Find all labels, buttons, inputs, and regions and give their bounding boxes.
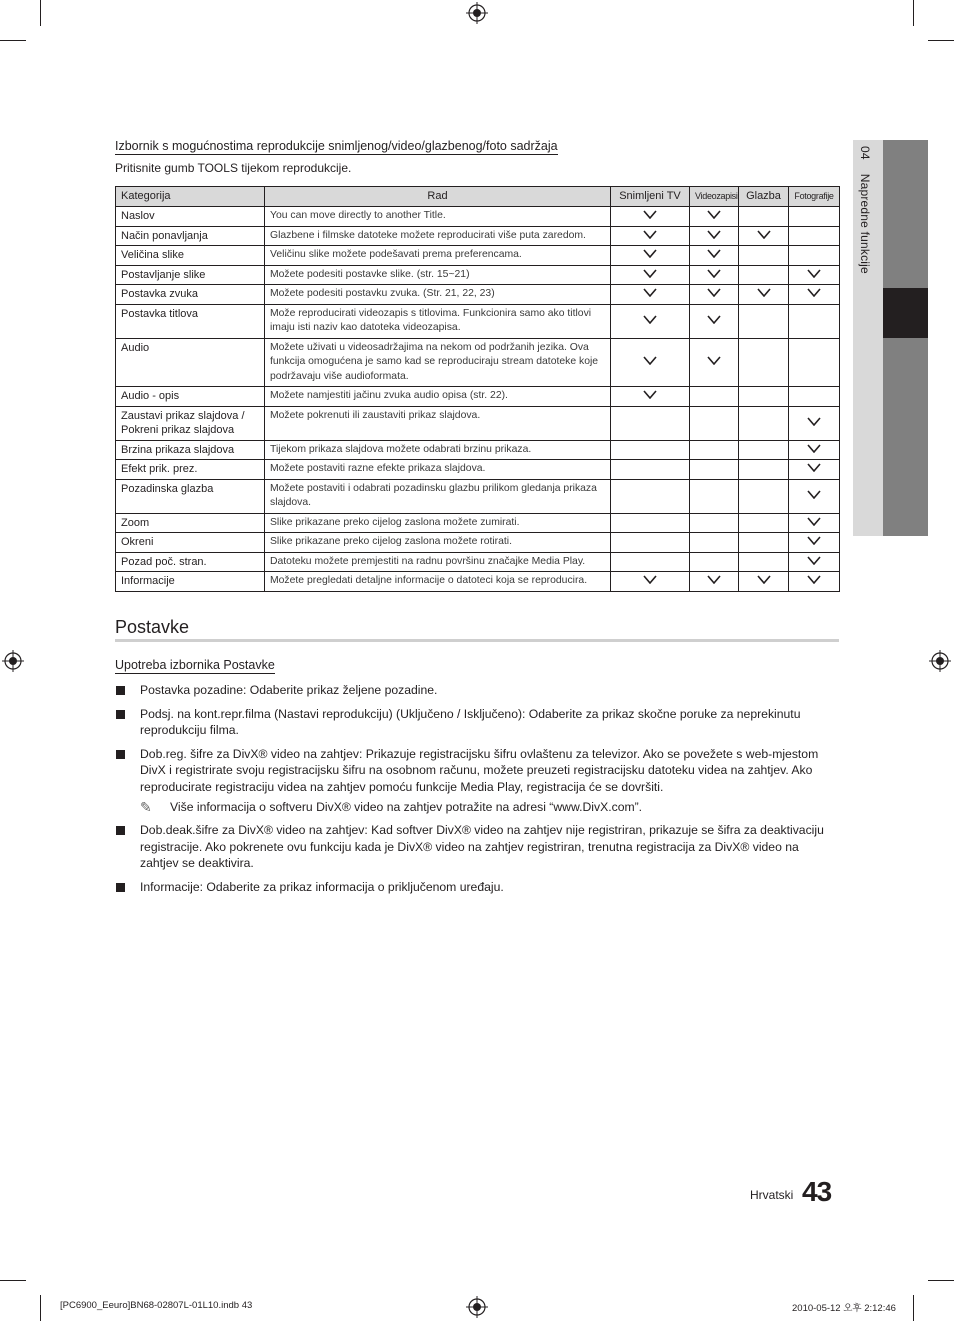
bullet-square-icon xyxy=(116,883,125,892)
check-chevron-icon xyxy=(643,288,657,300)
item-text: : Odaberite za prikaz informacija o priključenom uređaju. xyxy=(199,879,504,894)
category-cell: Efekt prik. prez. xyxy=(116,460,265,480)
note-text: Više informacija o softveru DivX® video na zahtjev potražite na adresi “www.DivX.com”. xyxy=(170,799,643,814)
availability-cell xyxy=(739,533,789,553)
availability-cell xyxy=(611,285,690,305)
category-cell: Pozadinska glazba xyxy=(116,479,265,513)
availability-cell xyxy=(739,304,789,338)
note xyxy=(140,799,839,816)
print-slug-date: 2010-05-12 오후 2:12:46 xyxy=(792,1303,896,1314)
list-item xyxy=(115,822,839,872)
settings-list xyxy=(115,682,839,903)
availability-cell xyxy=(611,246,690,266)
column-header: Rad xyxy=(265,187,611,207)
availability-cell xyxy=(789,406,840,440)
category-cell: Postavka titlova xyxy=(116,304,265,338)
bullet-square-icon xyxy=(116,710,125,719)
page-number: 43 xyxy=(802,1176,832,1207)
availability-cell xyxy=(739,338,789,387)
registration-mark-icon xyxy=(466,2,488,24)
check-chevron-icon xyxy=(643,230,657,242)
item-term: Podsj. na kont.repr.filma (Nastavi reprodukciju) (Uključeno / Isključeno) xyxy=(140,706,523,721)
check-chevron-icon xyxy=(757,575,771,587)
availability-cell xyxy=(690,285,739,305)
availability-cell xyxy=(611,513,690,533)
availability-cell xyxy=(739,440,789,460)
availability-cell xyxy=(690,246,739,266)
bullet-square-icon xyxy=(116,686,125,695)
description-cell: Slike prikazane preko cijelog zaslona možete rotirati. xyxy=(265,533,611,553)
availability-cell xyxy=(739,265,789,285)
item-text: : Prikazuje registracijsku šifru ovlaštenu za televizor. Ako se povežete s web-mjestom DivX i registrirate svoju registracijsku šifru na osobnom računu, možete preuzeti registracijsku datoteku videa na zahtjev. Ako reproducirate registraciju videa na zahtjev pomoću funkcije Media Play, registracija će se dovršiti. xyxy=(140,746,819,794)
check-chevron-icon xyxy=(707,269,721,281)
column-header: Fotografije xyxy=(789,187,840,207)
availability-cell xyxy=(690,513,739,533)
crop-mark xyxy=(913,1295,914,1321)
availability-cell xyxy=(690,207,739,227)
bullet-square-icon xyxy=(116,826,125,835)
print-slug-file: [PC6900_Eeuro]BN68-02807L-01L10.indb 43 xyxy=(60,1300,253,1311)
availability-cell xyxy=(789,513,840,533)
table-row xyxy=(116,406,840,440)
crop-mark xyxy=(0,40,26,41)
availability-cell xyxy=(789,572,840,592)
check-chevron-icon xyxy=(807,417,821,429)
category-cell: Audio xyxy=(116,338,265,387)
list-item xyxy=(115,706,839,739)
table-row xyxy=(116,460,840,480)
availability-cell xyxy=(690,338,739,387)
description-cell: Veličinu slike možete podešavati prema preferencama. xyxy=(265,246,611,266)
availability-cell xyxy=(611,338,690,387)
check-chevron-icon xyxy=(643,575,657,587)
check-chevron-icon xyxy=(757,288,771,300)
chapter-tab-label xyxy=(858,146,872,274)
availability-cell xyxy=(690,572,739,592)
description-cell: Možete pokrenuti ili zaustaviti prikaz slajdova. xyxy=(265,406,611,440)
table-row xyxy=(116,207,840,227)
check-chevron-icon xyxy=(807,463,821,475)
availability-cell xyxy=(789,226,840,246)
availability-cell xyxy=(690,533,739,553)
description-cell: Možete postaviti razne efekte prikaza slajdova. xyxy=(265,460,611,480)
availability-cell xyxy=(611,460,690,480)
item-text: : Odaberite za prikaz skočne poruke za neprekinutu reprodukciju filma. xyxy=(140,706,801,738)
check-chevron-icon xyxy=(807,536,821,548)
description-cell: Možete postaviti i odabrati pozadinsku glazbu prilikom gledanja prikaza slajdova. xyxy=(265,479,611,513)
availability-cell xyxy=(690,226,739,246)
sub-heading: Upotreba izbornika Postavke xyxy=(115,658,275,672)
description-cell: You can move directly to another Title. xyxy=(265,207,611,227)
availability-cell xyxy=(739,460,789,480)
playback-options-table xyxy=(115,186,840,592)
list-item xyxy=(115,879,839,896)
check-chevron-icon xyxy=(643,315,657,327)
availability-cell xyxy=(611,479,690,513)
registration-mark-icon xyxy=(929,650,951,672)
crop-mark xyxy=(928,1280,954,1281)
check-chevron-icon xyxy=(757,230,771,242)
availability-cell xyxy=(739,513,789,533)
registration-mark-icon xyxy=(466,1296,488,1318)
table-row xyxy=(116,533,840,553)
section-subtitle: Pritisnite gumb TOOLS tijekom reprodukcije. xyxy=(115,161,352,175)
description-cell: Možete uživati u videosadržajima na nekom od podržanih jezika. Ova funkcija omogućena je samo kad se reproduciraju stream datoteke koje podržavaju više audioformata. xyxy=(265,338,611,387)
crop-mark xyxy=(40,1295,41,1321)
check-chevron-icon xyxy=(707,249,721,261)
check-chevron-icon xyxy=(707,575,721,587)
description-cell: Možete namjestiti jačinu zvuka audio opisa (str. 22). xyxy=(265,387,611,407)
availability-cell xyxy=(690,552,739,572)
availability-cell xyxy=(690,265,739,285)
table-row xyxy=(116,285,840,305)
description-cell: Može reproducirati videozapis s titlovima. Funkcionira samo ako titlovi imaju isti naziv kao datoteka videozapisa. xyxy=(265,304,611,338)
heading-rule xyxy=(115,639,839,642)
check-chevron-icon xyxy=(643,269,657,281)
availability-cell xyxy=(739,246,789,266)
category-cell: Postavka zvuka xyxy=(116,285,265,305)
availability-cell xyxy=(739,285,789,305)
category-cell: Pozad poč. stran. xyxy=(116,552,265,572)
table-header-row xyxy=(116,187,840,207)
description-cell: Možete podesiti postavku zvuka. (Str. 21, 22, 23) xyxy=(265,285,611,305)
availability-cell xyxy=(690,387,739,407)
check-chevron-icon xyxy=(707,356,721,368)
availability-cell xyxy=(690,440,739,460)
pencil-note-icon: ✎ xyxy=(140,798,152,815)
description-cell: Tijekom prikaza slajdova možete odabrati brzinu prikaza. xyxy=(265,440,611,460)
category-cell: Brzina prikaza slajdova xyxy=(116,440,265,460)
availability-cell xyxy=(611,207,690,227)
availability-cell xyxy=(611,406,690,440)
availability-cell xyxy=(789,460,840,480)
availability-cell xyxy=(789,265,840,285)
side-tab-active-marker xyxy=(883,288,928,338)
item-term: Postavka pozadine xyxy=(140,683,243,697)
availability-cell xyxy=(739,552,789,572)
availability-cell xyxy=(739,572,789,592)
table-row xyxy=(116,304,840,338)
availability-cell xyxy=(739,406,789,440)
crop-mark xyxy=(40,0,41,26)
availability-cell xyxy=(789,304,840,338)
table-row xyxy=(116,226,840,246)
category-cell: Veličina slike xyxy=(116,246,265,266)
availability-cell xyxy=(789,533,840,553)
availability-cell xyxy=(611,304,690,338)
footer-language: Hrvatski xyxy=(750,1188,794,1202)
bullet-square-icon xyxy=(116,750,125,759)
table-row xyxy=(116,513,840,533)
column-header: Snimljeni TV xyxy=(611,187,690,207)
section-title: Izbornik s mogućnostima reprodukcije snimljenog/video/glazbenog/foto sadržaja xyxy=(115,139,558,153)
check-chevron-icon xyxy=(643,249,657,261)
check-chevron-icon xyxy=(643,390,657,402)
description-cell: Možete pregledati detaljne informacije o datoteci koja se reproducira. xyxy=(265,572,611,592)
availability-cell xyxy=(611,265,690,285)
availability-cell xyxy=(611,533,690,553)
check-chevron-icon xyxy=(707,315,721,327)
availability-cell xyxy=(690,304,739,338)
table-row xyxy=(116,265,840,285)
availability-cell xyxy=(789,338,840,387)
column-header: Glazba xyxy=(739,187,789,207)
availability-cell xyxy=(611,572,690,592)
check-chevron-icon xyxy=(707,230,721,242)
list-item xyxy=(115,746,839,815)
item-term: Informacije xyxy=(140,879,200,894)
availability-cell xyxy=(611,552,690,572)
availability-cell xyxy=(690,479,739,513)
table-row xyxy=(116,552,840,572)
table-row xyxy=(116,572,840,592)
item-text: : Kad softver DivX® video na zahtjev nije registriran, prikazuje se šifra za deaktivaciju registracije. Ako pokrenete ovu funkciju kada je DivX® video na zahtjev registriran, trenutna registracija za DivX® video na zahtjev se deaktivira. xyxy=(140,823,824,871)
check-chevron-icon xyxy=(807,269,821,281)
check-chevron-icon xyxy=(807,490,821,502)
item-term: Dob.deak.šifre za DivX® video na zahtjev xyxy=(140,823,365,838)
check-chevron-icon xyxy=(807,556,821,568)
description-cell: Slike prikazane preko cijelog zaslona možete zumirati. xyxy=(265,513,611,533)
availability-cell xyxy=(789,246,840,266)
category-cell: Informacije xyxy=(116,572,265,592)
category-cell: Zoom xyxy=(116,513,265,533)
check-chevron-icon xyxy=(707,210,721,222)
table-row xyxy=(116,246,840,266)
availability-cell xyxy=(739,207,789,227)
category-cell: Zaustavi prikaz slajdova / Pokreni prikaz slajdova xyxy=(116,406,265,440)
availability-cell xyxy=(739,479,789,513)
availability-cell xyxy=(789,285,840,305)
table-row xyxy=(116,338,840,387)
item-text: : Odaberite prikaz željene pozadine. xyxy=(243,683,438,697)
description-cell: Možete podesiti postavke slike. (str. 15~21) xyxy=(265,265,611,285)
availability-cell xyxy=(611,387,690,407)
availability-cell xyxy=(690,460,739,480)
availability-cell xyxy=(789,440,840,460)
crop-mark xyxy=(0,1280,26,1281)
crop-mark xyxy=(928,40,954,41)
check-chevron-icon xyxy=(807,444,821,456)
check-chevron-icon xyxy=(707,288,721,300)
description-cell: Glazbene i filmske datoteke možete reproducirati više puta zaredom. xyxy=(265,226,611,246)
category-cell: Audio - opis xyxy=(116,387,265,407)
availability-cell xyxy=(690,406,739,440)
availability-cell xyxy=(789,387,840,407)
table-row xyxy=(116,440,840,460)
registration-mark-icon xyxy=(2,650,24,672)
availability-cell xyxy=(789,207,840,227)
list-item xyxy=(115,682,839,699)
category-cell: Način ponavljanja xyxy=(116,226,265,246)
column-header: Videozapisi xyxy=(690,187,739,207)
table-row xyxy=(116,387,840,407)
category-cell: Okreni xyxy=(116,533,265,553)
category-cell: Postavljanje slike xyxy=(116,265,265,285)
item-term: Dob.reg. šifre za DivX® video na zahtjev xyxy=(140,746,359,761)
availability-cell xyxy=(789,479,840,513)
description-cell: Datoteku možete premjestiti na radnu površinu značajke Media Play. xyxy=(265,552,611,572)
availability-cell xyxy=(739,387,789,407)
check-chevron-icon xyxy=(643,356,657,368)
availability-cell xyxy=(739,226,789,246)
check-chevron-icon xyxy=(807,517,821,529)
chapter-number: 04 xyxy=(858,146,872,160)
side-tab-bar xyxy=(883,140,928,288)
availability-cell xyxy=(789,552,840,572)
category-cell: Naslov xyxy=(116,207,265,227)
side-tab-bar xyxy=(883,338,928,536)
availability-cell xyxy=(611,226,690,246)
availability-cell xyxy=(611,440,690,460)
check-chevron-icon xyxy=(643,210,657,222)
check-chevron-icon xyxy=(807,288,821,300)
crop-mark xyxy=(913,0,914,26)
chapter-title: Napredne funkcije xyxy=(858,173,872,274)
table-row xyxy=(116,479,840,513)
section-heading: Postavke xyxy=(115,617,190,637)
check-chevron-icon xyxy=(807,575,821,587)
column-header: Kategorija xyxy=(116,187,265,207)
